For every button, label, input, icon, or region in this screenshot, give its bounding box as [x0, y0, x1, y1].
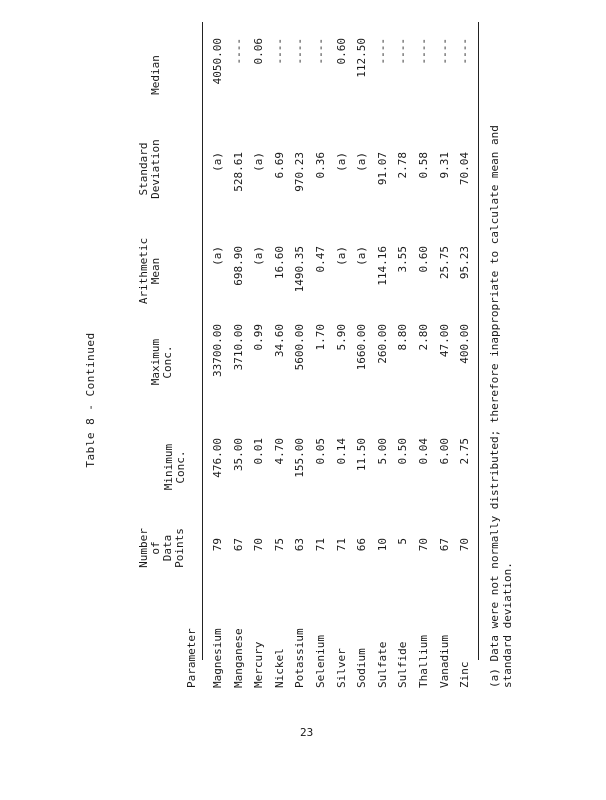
cell-parameter: Nickel	[272, 648, 286, 688]
cell-mean: (a)	[355, 246, 369, 266]
footer-rule	[478, 22, 479, 660]
cell-min: 4.70	[272, 438, 286, 465]
cell-parameter: Selenium	[314, 635, 327, 688]
cell-median: 112.50	[355, 38, 369, 78]
cell-parameter: Manganese	[231, 628, 245, 688]
cell-sd: 528.61	[231, 152, 245, 192]
cell-median: ----	[396, 38, 410, 65]
cell-mean: 3.55	[396, 246, 410, 273]
footnote-line-2: standard deviation.	[501, 562, 514, 688]
cell-median: ----	[437, 38, 451, 65]
header-arithmetic-mean: Arithmetic Mean	[137, 237, 162, 305]
cell-median: ----	[293, 38, 307, 65]
table-title: Table 8 - Continued	[84, 332, 97, 468]
cell-sd: 9.31	[437, 152, 451, 179]
cell-points: 71	[314, 538, 327, 552]
cell-sd: 70.04	[458, 152, 472, 186]
cell-min: 0.14	[334, 438, 348, 465]
cell-points: 67	[437, 538, 451, 552]
cell-min: 5.00	[375, 438, 389, 465]
cell-sd: (a)	[355, 152, 369, 172]
header-median: Median	[149, 55, 162, 95]
cell-min: 35.00	[231, 438, 245, 472]
cell-median: ----	[417, 38, 430, 65]
cell-points: 71	[334, 538, 348, 552]
cell-mean: 0.60	[417, 246, 430, 273]
cell-points: 75	[272, 538, 286, 552]
cell-sd: 0.58	[417, 152, 430, 179]
cell-points: 63	[293, 538, 307, 552]
cell-median: 0.60	[334, 38, 348, 65]
cell-max: 5600.00	[293, 324, 307, 371]
cell-parameter: Zinc	[458, 661, 472, 688]
cell-mean: (a)	[211, 246, 224, 266]
cell-max: 260.00	[375, 324, 389, 364]
cell-min: 11.50	[355, 438, 369, 472]
cell-mean: 16.60	[272, 246, 286, 280]
header-rule	[202, 22, 203, 660]
cell-sd: 0.36	[314, 152, 327, 179]
cell-max: 400.00	[458, 324, 472, 364]
cell-points: 5	[396, 538, 410, 545]
cell-max: 8.80	[396, 324, 410, 351]
cell-mean: 95.23	[458, 246, 472, 280]
header-data-points: Number of Data Points	[137, 528, 186, 568]
cell-mean: 114.16	[375, 246, 389, 286]
header-maximum-conc: Maximum Conc.	[149, 338, 174, 386]
cell-parameter: Sulfide	[396, 641, 410, 688]
cell-parameter: Sulfate	[375, 641, 389, 688]
cell-median: ----	[231, 38, 245, 65]
cell-points: 79	[211, 538, 224, 552]
cell-min: 0.50	[396, 438, 410, 465]
cell-sd: (a)	[252, 152, 266, 172]
cell-sd: 91.07	[375, 152, 389, 186]
cell-median: 4050.00	[211, 38, 224, 85]
header-standard-deviation: Standard Deviation	[137, 139, 162, 199]
cell-points: 10	[375, 538, 389, 552]
header-minimum-conc: Minimum Conc.	[162, 443, 187, 491]
cell-min: 476.00	[211, 438, 224, 478]
header-parameter: Parameter	[185, 628, 198, 688]
cell-parameter: Thallium	[417, 635, 430, 688]
cell-max: 47.00	[437, 324, 451, 358]
cell-points: 70	[458, 538, 472, 552]
cell-parameter: Silver	[334, 648, 348, 688]
footnote-line-1: (a) Data were not normally distributed; therefore inappropriate to calculate mean and	[488, 125, 501, 688]
cell-parameter: Magnesium	[211, 628, 224, 688]
cell-sd: 2.78	[396, 152, 410, 179]
cell-mean: 0.47	[314, 246, 327, 273]
cell-sd: (a)	[211, 152, 224, 172]
cell-max: 0.99	[252, 324, 266, 351]
cell-sd: 6.69	[272, 152, 286, 179]
cell-sd: 970.23	[293, 152, 307, 192]
cell-min: 2.75	[458, 438, 472, 465]
cell-max: 34.60	[272, 324, 286, 358]
cell-median: ----	[458, 38, 472, 65]
cell-parameter: Mercury	[252, 641, 266, 688]
cell-min: 6.00	[437, 438, 451, 465]
cell-max: 33700.00	[211, 324, 224, 377]
cell-points: 67	[231, 538, 245, 552]
cell-min: 0.04	[417, 438, 430, 465]
cell-median: 0.06	[252, 38, 266, 65]
cell-median: ----	[314, 38, 327, 65]
cell-min: 155.00	[293, 438, 307, 478]
cell-parameter: Sodium	[355, 648, 369, 688]
cell-max: 1660.00	[355, 324, 369, 371]
cell-min: 0.05	[314, 438, 327, 465]
cell-points: 66	[355, 538, 369, 552]
cell-mean: 698.90	[231, 246, 245, 286]
cell-points: 70	[417, 538, 430, 552]
cell-mean: 1490.35	[293, 246, 307, 293]
cell-mean: (a)	[334, 246, 348, 266]
cell-median: ----	[375, 38, 389, 65]
cell-max: 2.80	[417, 324, 430, 351]
cell-mean: (a)	[252, 246, 266, 266]
cell-parameter: Vanadium	[437, 635, 451, 688]
cell-sd: (a)	[334, 152, 348, 172]
cell-min: 0.01	[252, 438, 266, 465]
page-number: 23	[300, 726, 314, 739]
cell-max: 5.90	[334, 324, 348, 351]
cell-mean: 25.75	[437, 246, 451, 280]
cell-max: 3710.00	[231, 324, 245, 371]
cell-parameter: Potassium	[293, 628, 307, 688]
cell-median: ----	[272, 38, 286, 65]
cell-max: 1.70	[314, 324, 327, 351]
cell-points: 70	[252, 538, 266, 552]
